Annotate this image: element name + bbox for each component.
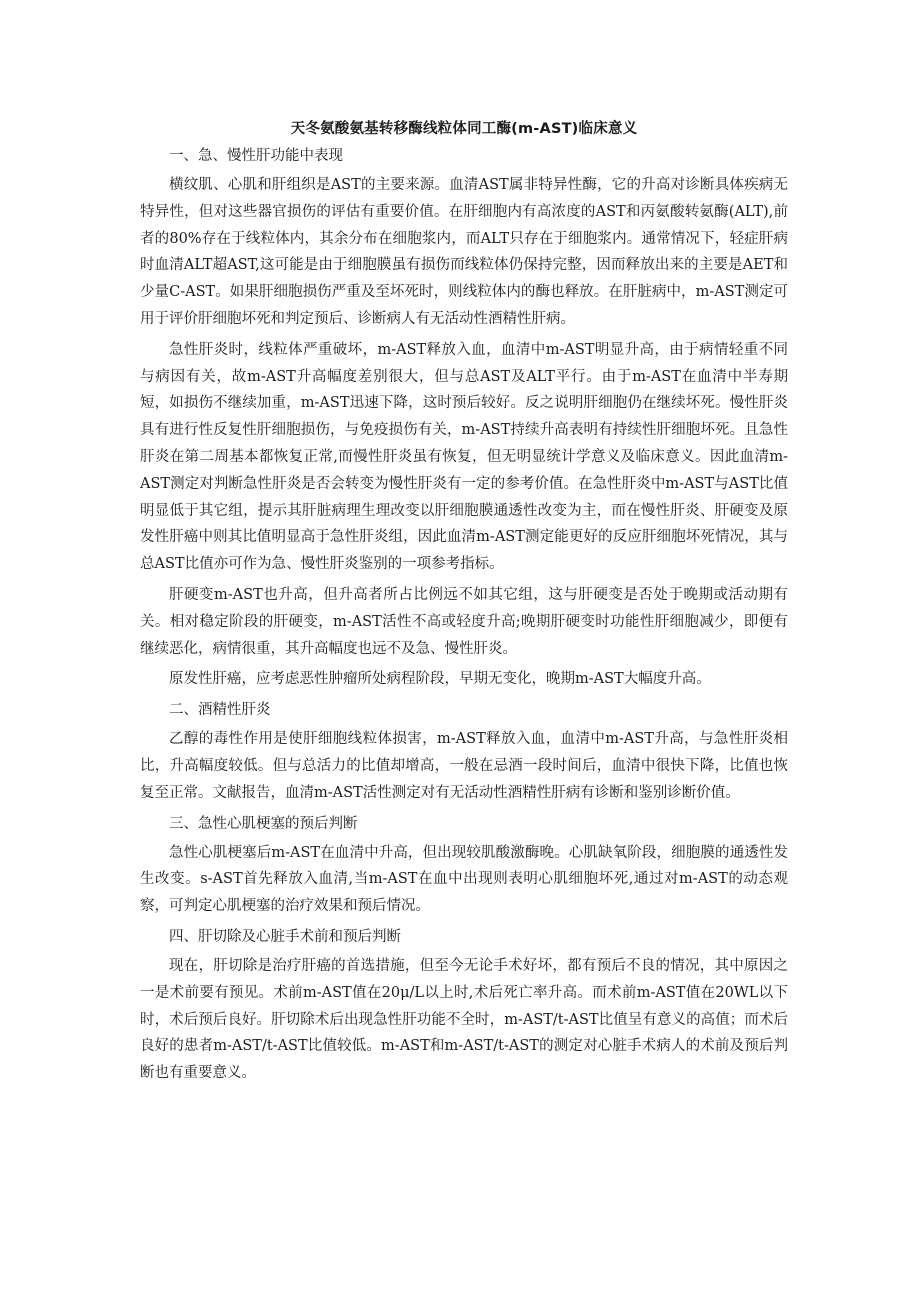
section-heading: 四、肝切除及心脏手术前和预后判断 (169, 928, 401, 945)
paragraph: 横纹肌、心肌和肝组织是AST的主要来源。血清AST属非特异性酶，它的升高对诊断具体疾病无特异性，但对这些器官损伤的评估有重要价值。在肝细胞内有高浓度的AST和丙氨酸转氨酶(ALT),前者的80%存在于线粒体内，其余分布在细胞浆内，而ALT只存在于细胞浆内。通常情况下，轻症肝病时血清ALT超AST,这可能是由于细胞膜虽有损伤而线粒体仍保持完整，因而释放出来的主要是AET和少量C-AST。如果肝细胞损伤严重及至坏死时，则线粒体内的酶也释放。在肝脏病中，m-AST测定可用于评价肝细胞坏死和判定预后、诊断病人有无活动性酒精性肝病。 (140, 177, 788, 327)
section-heading: 一、急、慢性肝功能中表现 (169, 148, 343, 164)
document-title: 天冬氨酸氨基转移酶线粒体同工酶(m-AST)临床意义 (290, 121, 638, 137)
section-heading: 三、急性心肌梗塞的预后判断 (169, 815, 358, 832)
document-page (140, 117, 788, 1091)
paragraph: 急性肝炎时，线粒体严重破坏，m-AST释放入血，血清中m-AST明显升高，由于病情轻重不同与病因有关，故m-AST升高幅度差别很大，但与总AST及ALT平行。由于m-AST在血清中半寿期短，如损伤不继续加重，m-AST迅速下降，这时预后较好。反之说明肝细胞仍在继续坏死。慢性肝炎具有进行性反复性肝细胞损伤，与免疫损伤有关，m-AST持续升高表明有持续性肝细胞坏死。且急性肝炎在第二周基本都恢复正常,而慢性肝炎虽有恢复，但无明显统计学意义及临床意义。因此血清m-AST测定对判断急性肝炎是否会转变为慢性肝炎有一定的参考价值。在急性肝炎中m-AST与AST比值明显低于其它组，提示其肝脏病理生理改变以肝细胞膜通透性改变为主，而在慢性肝炎、肝硬变及原发性肝癌中则其比值明显高于急性肝炎组，因此血清m-AST测定能更好的反应肝细胞坏死情况，其与总AST比值亦可作为急、慢性肝炎鉴别的一项参考指标。 (140, 341, 788, 573)
paragraph: 原发性肝癌，应考虑恶性肿瘤所处病程阶段，早期无变化，晚期m-AST大幅度升高。 (169, 671, 711, 688)
paragraph: 现在，肝切除是治疗肝癌的首选措施，但至今无论手术好坏，都有预后不良的情况，其中原因之一是术前要有预见。术前m-AST值在20μ/L以上时,术后死亡率升高。而术前m-AST值在20WL以下时，术后预后良好。肝切除术后出现急性肝功能不全时，m-AST/t-AST比值呈有意义的高值；而术后良好的患者m-AST/t-AST比值较低。m-AST和m-AST/t-AST的测定对心脏手术病人的术前及预后判断也有重要意义。 (140, 957, 788, 1082)
paragraph: 急性心肌梗塞后m-AST在血清中升高，但出现较肌酸激酶晚。心肌缺氧阶段，细胞膜的通透性发生改变。s-AST首先释放入血清,当m-AST在血中出现则表明心肌细胞坏死,通过对m-AST的动态观察，可判定心肌梗塞的治疗效果和预后情况。 (140, 844, 788, 915)
section-heading: 二、酒精性肝炎 (169, 702, 271, 719)
paragraph: 肝硬变m-AST也升高，但升高者所占比例远不如其它组，这与肝硬变是否处于晚期或活动期有关。相对稳定阶段的肝硬变，m-AST活性不高或轻度升高;晚期肝硬变时功能性肝细胞减少，即便有继续恶化，病情很重，其升高幅度也远不及急、慢性肝炎。 (140, 586, 788, 657)
paragraph: 乙醇的毒性作用是使肝细胞线粒体损害，m-AST释放入血，血清中m-AST升高，与急性肝炎相比，升高幅度较低。但与总活力的比值却增高，一般在忌酒一段时间后，血清中很快下降，比值也恢复至正常。文献报告，血清m-AST活性测定对有无活动性酒精性肝病有诊断和鉴别诊断价值。 (140, 731, 788, 801)
